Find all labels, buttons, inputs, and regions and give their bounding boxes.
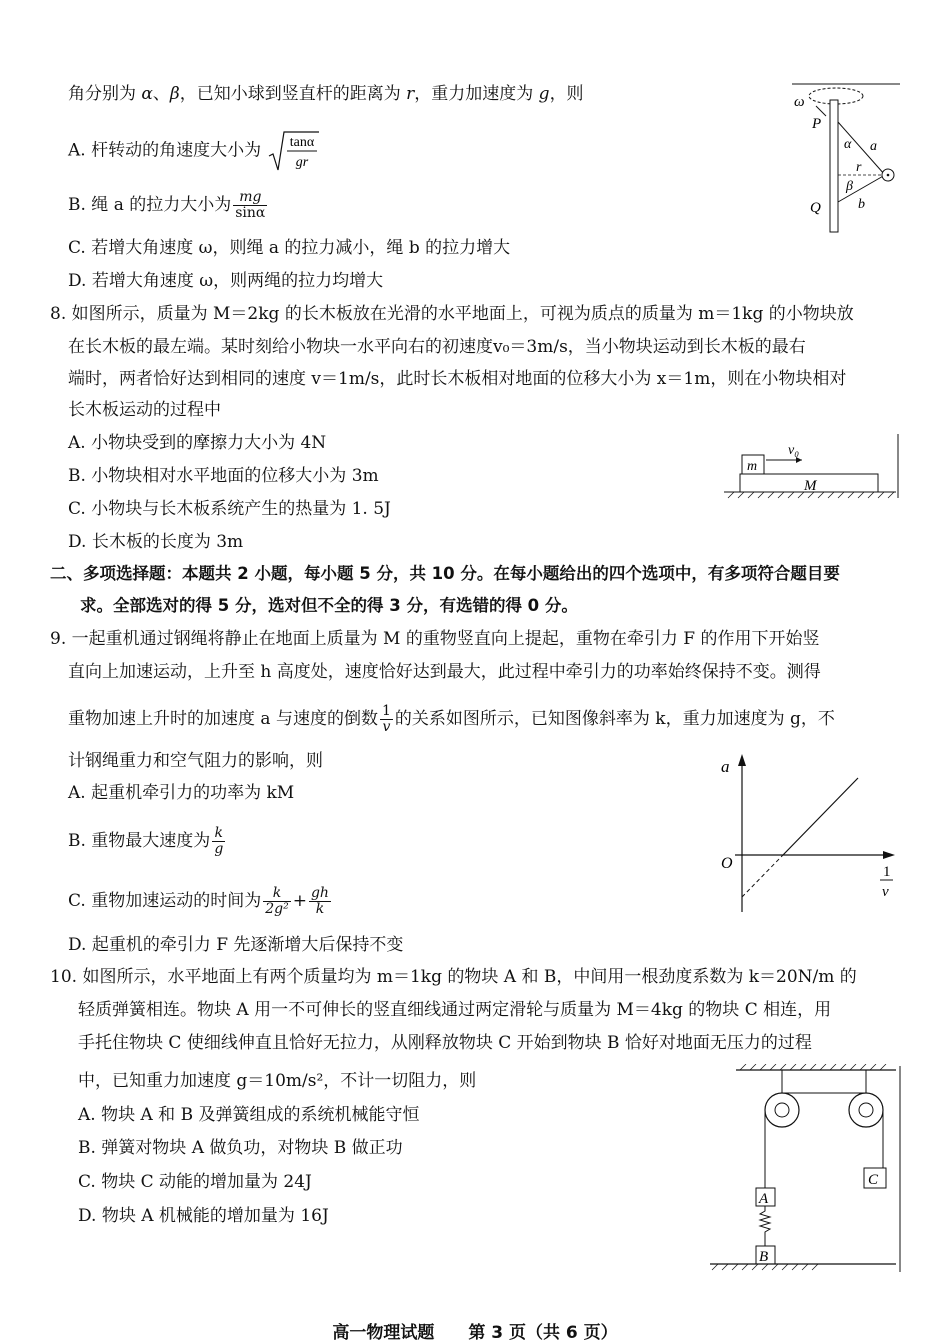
q7-option-a[interactable]: A. 杆转动的角速度大小为 tanα gr xyxy=(68,130,319,172)
b-label: b xyxy=(858,197,865,212)
q9-line-1: 9. 一起重机通过钢绳将静止在地面上质量为 M 的重物竖直向上提起，重物在牵引力 F 的作用下开始竖 xyxy=(50,629,820,649)
q9-option-c[interactable]: C. 重物加速运动的时间为 $\frac{k}{\text{2g²}}$ + $\frac{gh}{k}$ xyxy=(68,885,329,917)
page-footer: 高一物理试题 第 3 页（共 6 页） xyxy=(332,1323,618,1343)
q10-line-2: 轻质弹簧相连。物块 A 用一不可伸长的竖直细线通过两定滑轮与质量为 M＝4kg 的物块 C 相连，用 xyxy=(78,1000,832,1020)
q7-b-fraction: $\frac{mg}{\sin\alpha}$ xyxy=(235,189,266,221)
q9-option-b[interactable]: B. 重物最大速度为 $\frac{k}{g}$ xyxy=(68,825,224,857)
x-axis-arrow xyxy=(883,851,895,859)
q10-option-b[interactable]: B. 弹簧对物块 A 做负功，对物块 B 做正功 xyxy=(78,1138,403,1158)
alpha-label: α xyxy=(844,137,852,152)
q8-option-d[interactable]: D. 长木板的长度为 3m xyxy=(68,532,244,552)
q8-line-2: 在长木板的最左端。某时刻给小物块一水平向右的初速度v₀＝3m/s，当小物块运动到长木板的最右 xyxy=(68,337,806,357)
section2-heading-1: 二、多项选择题：本题共 2 小题，每小题 5 分，共 10 分。在每小题给出的四个选项中，有多项符合题目要 xyxy=(50,564,840,583)
q9-c-fraction-1: $\frac{k}{\text{2g²}}$ xyxy=(265,885,289,917)
q7-a-num: tanα xyxy=(289,135,314,150)
q8-line-4: 长木板运动的过程中 xyxy=(68,400,221,420)
q9-graph xyxy=(715,752,905,917)
q10-option-c[interactable]: C. 物块 C 动能的增加量为 24J xyxy=(78,1172,312,1192)
q10-line-1: 10. 如图所示，水平地面上有两个质量均为 m＝1kg 的物块 A 和 B，中间用一根劲度系数为 k＝20N/m 的 xyxy=(50,967,857,987)
spring xyxy=(760,1206,770,1246)
x-axis-num: 1 xyxy=(883,864,891,880)
q9-line-4: 计钢绳重力和空气阻力的影响，则 xyxy=(68,751,323,771)
q10-option-d[interactable]: D. 物块 A 机械能的增加量为 16J xyxy=(78,1206,329,1226)
B-label: B xyxy=(759,1249,769,1265)
q8-option-c[interactable]: C. 小物块与长木板系统产生的热量为 1. 5J xyxy=(68,499,391,519)
v0-label: v₀ xyxy=(788,443,800,458)
vertical-rod xyxy=(830,100,838,232)
q8-line-3: 端时，两者恰好达到相同的速度 v＝1m/s，此时长木板相对地面的位移大小为 x＝1m，则在小物块相对 xyxy=(68,369,847,389)
x-axis-den: v xyxy=(882,884,889,900)
q8-option-a[interactable]: A. 小物块受到的摩擦力大小为 4N xyxy=(68,433,327,453)
omega-arrow xyxy=(816,106,826,116)
q10-figure xyxy=(706,1064,902,1274)
omega-label: ω xyxy=(794,94,805,110)
q10-option-a[interactable]: A. 物块 A 和 B 及弹簧组成的系统机械能守恒 xyxy=(78,1105,420,1125)
q7-figure xyxy=(790,80,905,240)
q7-option-d[interactable]: D. 若增大角速度 ω，则两绳的拉力均增大 xyxy=(68,271,384,291)
m-label: m xyxy=(747,459,758,474)
pulley-right xyxy=(849,1093,883,1127)
q10-line-3: 手托住物块 C 使细线伸直且恰好无拉力，从刚释放物块 C 开始到物块 B 恰好对地面无压力的过程 xyxy=(78,1033,812,1053)
q9-option-d[interactable]: D. 起重机的牵引力 F 先逐渐增大后保持不变 xyxy=(68,935,404,955)
q7-a-den: gr xyxy=(295,155,308,170)
q7-option-c[interactable]: C. 若增大角速度 ω，则绳 a 的拉力减小，绳 b 的拉力增大 xyxy=(68,238,511,258)
y-axis-arrow xyxy=(738,754,746,766)
graph-extension xyxy=(742,855,783,897)
q9-inverse-v-fraction: $\frac{1}{v}$ xyxy=(381,703,391,735)
a-label: a xyxy=(870,139,877,154)
pulley-left xyxy=(765,1093,799,1127)
q9-line-2: 直向上加速运动，上升至 h 高度处，速度恰好达到最大，此过程中牵引力的功率始终保持不变。测得 xyxy=(68,662,821,682)
P-label: P xyxy=(812,116,822,132)
r-label: r xyxy=(856,160,862,175)
q8-option-b[interactable]: B. 小物块相对水平地面的位移大小为 3m xyxy=(68,466,379,486)
q8-figure xyxy=(718,432,902,502)
q10-line-4: 中，已知重力加速度 g＝10m/s²，不计一切阻力，则 xyxy=(78,1071,477,1091)
a-axis-label: a xyxy=(721,757,730,776)
q9-b-fraction: $\frac{k}{g}$ xyxy=(214,825,224,857)
graph-line xyxy=(783,778,858,855)
q9-c-fraction-2: $\frac{gh}{k}$ xyxy=(310,885,329,917)
origin-label: O xyxy=(721,855,733,872)
sqrt-sign xyxy=(267,130,319,172)
q7-stem: 角分别为 α、β，已知小球到竖直杆的距离为 r，重力加速度为 g，则 xyxy=(68,84,584,104)
q8-line-1: 8. 如图所示，质量为 M＝2kg 的长木板放在光滑的水平地面上，可视为质点的质量为 m＝1kg 的小物块放 xyxy=(50,304,854,324)
q9-line-3: 重物加速上升时的加速度 a 与速度的倒数 $\frac{1}{v}$ 的关系如图所示，已知图像斜率为 k，重力加速度为 g，不 xyxy=(68,703,835,735)
q9-option-a[interactable]: A. 起重机牵引力的功率为 kM xyxy=(68,783,295,803)
q7-option-b[interactable]: B. 绳 a 的拉力大小为 $\frac{mg}{\sin\alpha}$ xyxy=(68,189,266,221)
Q-label: Q xyxy=(810,200,821,216)
M-label: M xyxy=(804,478,817,494)
C-label: C xyxy=(868,1172,879,1188)
section2-heading-2: 求。全部选对的得 5 分，选对但不全的得 3 分，有选错的得 0 分。 xyxy=(80,596,578,615)
A-label: A xyxy=(759,1191,769,1207)
beta-label: β xyxy=(846,179,853,194)
